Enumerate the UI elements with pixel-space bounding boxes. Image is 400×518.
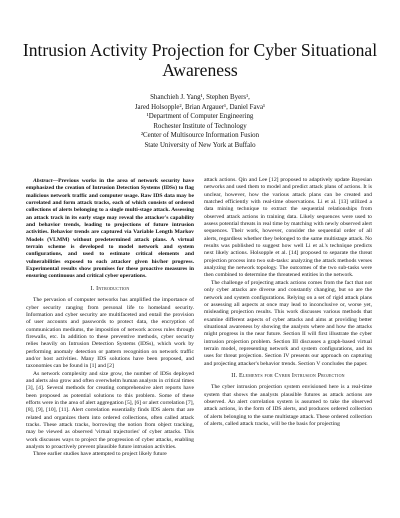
paper-title: Intrusion Activity Projection for Cyber Situational Awareness [22,40,378,80]
affiliation-line: Rochester Institute of Technology [153,122,247,130]
paragraph: attack actions. Qin and Lee [12] proposed to adaptively update Bayesian networks and used them to model and predict attack plans of actions. It is unclear, however, how the various attack plans can be created and matched efficiently with real-time observations. Li et al. [13] utilized a data mining technique to extract the sequential relationships from observed attack actions in training data. Likely sequences were used to assess potential threats in real time by matching with newly observed alert sequences. Their work, however, consider the sequential order of all alerts, regardless whether they belonged to the same multistage attack. No results was published to suggest how well Li et al.'s technique predicts next likely actions. Holsopple et al. [14] proposed to separate the threat projection process into two sub-tasks: analyzing the attack methods verses analyzing the network topology. The outcomes of the two sub-tasks were then combined to determine the threatened entities in the network. [204,177,372,279]
section-heading: I. Introduction [90,285,130,292]
paragraph: The pervasion of computer networks has amplified the importance of cyber security ranging from personal life to homeland security. Information and cyber security are multifaceted and entail the provision of user accounts and passwords to protect data, the encryption of communication mediums, the imposition of network access rules through firewalls, etc. In addition to these preventive methods, cyber security relies heavily on Intrusion Detection Systems (IDSs), which work by performing anomaly detection or pattern recognition on network traffic and/or host activities. Many IDS solutions have been proposed, and taxonomies can be found in [1] and [2] [26,297,194,370]
abstract-label: Abstract [33,178,53,184]
author-block [40,93,360,151]
affiliation-line: State University of New York at Buffalo [144,141,256,149]
paragraph: As network complexity and size grow, the number of IDSs deployed and alerts also grow and often overwhelm human analysts in critical times [3], [4]. Several methods for creating comprehensive alert reports have been proposed as potential solutions to this problem. Some of these efforts were in the area of alert aggregation [5], [6] or alert correlation [7], [8], [9], [10], [11]. Alert correlation essentially finds IDS alerts that are related and organizes them into ordered collections, often called attack tracks. These attack tracks, borrowing the notion from object tracking, may be viewed as observed 'virtual trajectories' of cyber attacks. This work discusses ways to project the progression of cyber attacks, enabling analysts to proactively prevent plausible future intrusion activities. [26,370,194,451]
paragraph: Three earlier studies have attempted to project likely future [33,451,167,458]
abstract-text: —Previous works in the area of network security have emphasized the creation of Intrusion Detection Systems (IDSs) to flag malicious network traffic and computer usage. Raw IDS data may be correlated and form attack tracks, each of which consists of ordered collections of alerts belonging to a single multi-stage attack. Assessing an attack track in its early stage may reveal the attacker's capability and behavior trends, leading to projections of future intrusion activities. Behavior trends are captured via Variable Length Markov Models (VLMM) without predetermined attack plans. A virtual terrain scheme is developed to model network and system configurations, and used to estimate critical elements and vulnerabilities exposed to each attacker given his/her progress. Experimental results show promises for these proactive measures in ensuring continuous and critical cyber operations. [26,178,194,280]
author-line: Shanchieh J. Yang¹, Stephen Byers¹, [150,94,250,101]
paragraph: The cyber intrusion projection system envisioned here is a real-time system that shows the analysts plausible futures as attack actions are observed. An alert correlation system is assumed to take the observed attack actions, in the form of IDS alerts, and produces ordered collection of alerts belonging to the same multistage attack. These ordered collection of alerts, called attack tracks, will be the basis for projecting [204,384,372,427]
left-column [26,178,194,459]
author-line: Jared Holsopple², Brian Argauer¹, Daniel Fava¹ [134,103,266,111]
right-column [204,177,372,428]
affiliation-line: ¹Department of Computer Engineering [146,113,254,121]
abstract [26,178,194,281]
paragraph: The challenge of projecting attack actions comes from the fact that not only cyber attacks are diverse and constantly changing, but so are the network and system configurations. Relying on a set of rigid attack plans or assessing all aspects at once may lead to inconclusive or, worse yet, misleading projection results. This work discusses various methods that examine different aspects of cyber attacks and aims at providing better situational awareness by showing the analysts where and how the attacks might progress in the near future. Section II will first illustrate the cyber intrusion projection problem. Section III discusses a graph-based virtual terrain model, representing network and system configurations, and its uses for threat projection. Section IV presents our approach on capturing and projecting attacker's behavior trends. Section V concludes the paper. [204,279,372,367]
section-heading: II. Elements for Cyber Intrusion Projection [231,372,345,379]
affiliation-line: ²Center of Multisource Information Fusion [140,132,260,140]
